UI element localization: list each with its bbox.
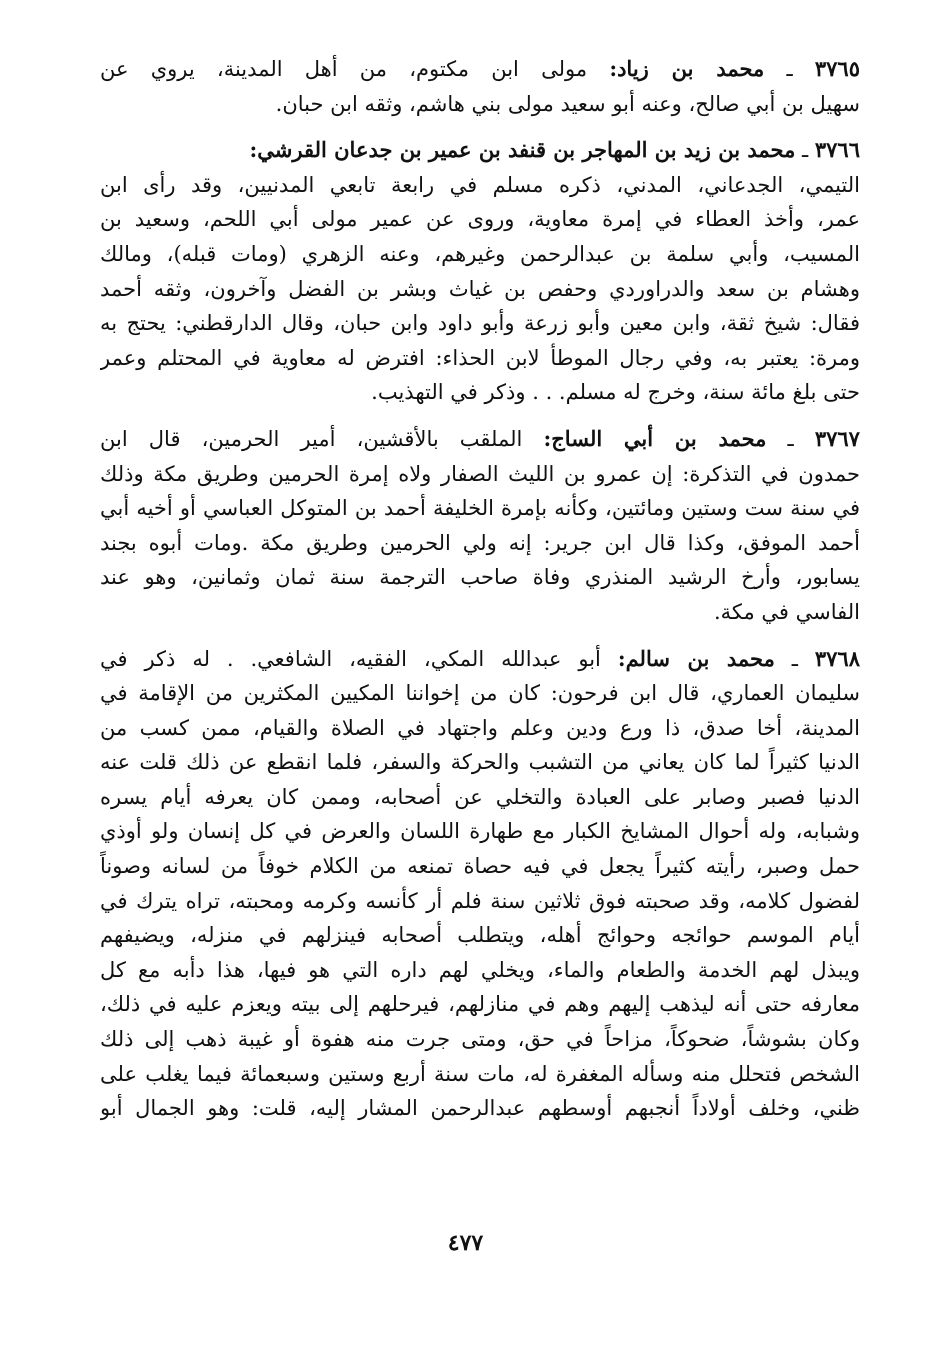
entry-line: ظني، وخلف أولاداً أنجبهم أوسطهم عبدالرحمن المشار إليه، قلت: وهو الجمال أبو (100, 1096, 860, 1121)
entry-line: حمل وصبر، رأيته كثيراً يجعل في فيه حصاة تمنعه من الكلام خوفاً من لسانه وصوناً (100, 854, 860, 879)
entry-line: في سنة ست وستين ومائتين، وكأنه بإمرة الخليفة أحمد بن المتوكل العباسي أو أخيه أبي (100, 496, 860, 521)
entry-name: محمد بن زياد: (609, 56, 765, 81)
entry-name: محمد بن أبي الساج: (543, 425, 767, 451)
entry-line: ويبذل لهم الخدمة والطعام والماء، ويخلي لهم داره التي هو فيها، هذا دأبه مع كل (100, 957, 860, 982)
entry-3765 (100, 52, 860, 121)
entry-name: محمد بن زيد بن المهاجر بن قنفد بن عمير بن جدعان القرشي: (249, 137, 796, 163)
entry-first-line: ٣٧٦٥ ـ محمد بن زياد: مولى ابن مكتوم، من أهل المدينة، يروي عن (100, 56, 860, 81)
entry-line: حتى بلغ مائة سنة، وخرج له مسلم. . . وذكر في التهذيب. (371, 380, 860, 405)
entry-line: عمر، وأخذ العطاء في إمرة معاوية، وروى عن عمير مولى أبي اللحم، وسعيد بن (100, 207, 860, 232)
entry-line: حمدون في التذكرة: إن عمرو بن الليث الصفار ولاه إمرة الحرمين وطريق مكة وذلك (100, 461, 860, 486)
entry-number: ٣٧٦٥ (814, 56, 860, 81)
entry-line: لفضول كلامه، وقد صحبته فوق ثلاثين سنة فلم أر كأنسه وكرمه ومحبته، تراه يترك في (100, 888, 860, 913)
entry-3768 (100, 642, 860, 1126)
entry-first-line: ٣٧٦٧ ـ محمد بن أبي الساج: الملقب بالأقشين، أمير الحرمين، قال ابن (100, 425, 860, 451)
entry-line: الشخص فتحلل منه وسأله المغفرة له، مات سنة أربع وستين وسبعمائة فيما يغلب على (100, 1061, 860, 1086)
entry-line: الدنيا فصبر وصابر على العبادة والتخلي عن أصحابه، وممن كان يعرفه أيام يسره (100, 784, 860, 809)
entry-line: معارفه حتى أنه ليذهب إليهم وهم في منازلهم، فيرحلهم إلى بيته ويعزم عليه في ذلك، (100, 992, 860, 1017)
entry-line: المسيب، وأبي سلمة بن عبدالرحمن وغيرهم، وعنه الزهري (ومات قبله)، ومالك (100, 241, 860, 266)
entry-line: المدينة، أخا صدق، ذا ورع ودين وعلم واجتهاد في الصلاة والقيام، ممن كسب من (100, 715, 860, 740)
entry-first-text: الملقب بالأقشين، أمير الحرمين، قال ابن (100, 426, 523, 451)
entry-line: أحمد الموفق، وكذا قال ابن جرير: إنه ولي الحرمين وطريق مكة .ومات أبوه بجند (100, 530, 860, 555)
entry-line: وهشام بن سعد والدراوردي وحفص بن غياث وبشر بن الفضل وآخرون، وثقه أحمد (100, 276, 860, 301)
entry-number: ٣٧٦٨ (814, 645, 860, 671)
entry-line: فقال: شيخ ثقة، وابن معين وأبو زرعة وأبو داود وابن حبان، وقال الدارقطني: يحتج به (100, 311, 860, 336)
entry-line: وكان بشوشاً، ضحوكاً، مزاحاً في حق، ومتى جرت منه هفوة أو غيبة ذهب إلى ذلك (100, 1027, 860, 1052)
entry-3767 (100, 422, 860, 630)
entry-line: التيمي، الجدعاني، المدني، ذكره مسلم في رابعة تابعي المدنيين، وقد رأى ابن (100, 172, 860, 197)
entry-line: الدنيا كثيراً لما كان يعاني من التشبب والحركة والسفر، فلما انقطع عن ذلك قلت عنه (100, 750, 860, 775)
entry-line: أيام الموسم حوائجه وحوائج أهله، ويتطلب أصحابه فينزلهم في منزله، ويضيفهم (100, 923, 860, 948)
entry-line: يسابور، وأرخ الرشيد المنذري وفاة صاحب الترجمة سنة ثمان وثمانين، وهو عند (100, 565, 860, 590)
entry-line: سليمان العماري، قال ابن فرحون: كان من إخواننا المكيين المكثرين من الإقامة في (100, 681, 860, 706)
page-body (100, 52, 860, 1138)
entry-number: ٣٧٦٧ (814, 425, 860, 451)
entry-line: الفاسي في مكة. (713, 599, 860, 624)
page-number: ٤٧٧ (447, 1230, 484, 1256)
entry-number: ٣٧٦٦ (814, 137, 860, 163)
entry-first-text: أبو عبدالله المكي، الفقيه، الشافعي. . له ذكر في (100, 646, 601, 671)
entry-first-line: ٣٧٦٨ ـ محمد بن سالم: أبو عبدالله المكي، الفقيه، الشافعي. . له ذكر في (100, 645, 860, 671)
entry-first-line: ٣٧٦٦ ـ محمد بن زيد بن المهاجر بن قنفد بن عمير بن جدعان القرشي: (249, 137, 860, 163)
entry-3766 (100, 133, 860, 410)
entry-line: سهيل بن أبي صالح، وعنه أبو سعيد مولى بني هاشم، وثقه ابن حبان. (275, 91, 860, 116)
entry-line: وشبابه، وله أحوال المشايخ الكبار مع طهارة اللسان والعرض في كل إنسان ولو أوذي (100, 819, 860, 844)
entry-line: ومرة: يعتبر به، وفي رجال الموطأ لابن الحذاء: افترض له معاوية في المحتلم وعمر (100, 345, 860, 370)
entry-name: محمد بن سالم: (617, 645, 775, 671)
entry-first-text: مولى ابن مكتوم، من أهل المدينة، يروي عن (100, 57, 588, 81)
